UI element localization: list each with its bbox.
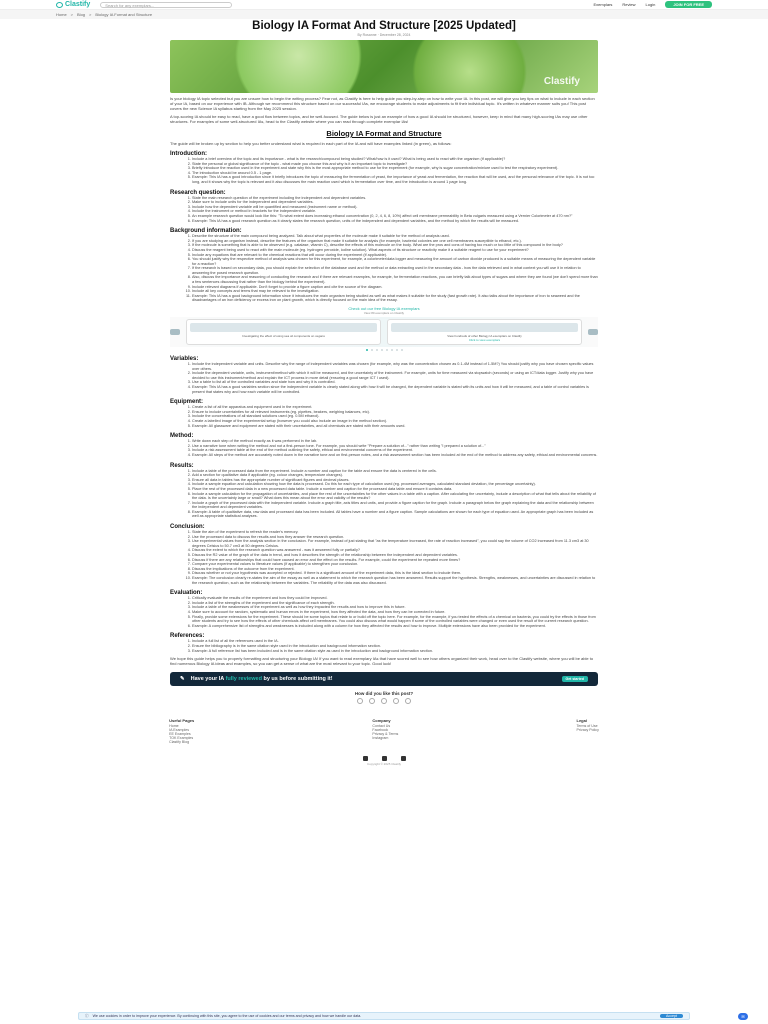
list-item: 6. Discuss if there are any relationships that could have caused an error and the effect on the results. For example, could the experiment be repeated more times? — [192, 558, 598, 563]
card-thumbnail — [391, 323, 578, 332]
section-list — [170, 196, 598, 224]
feedback-question: How did you like this post? — [354, 691, 414, 697]
list-item: 9. Discuss whether or not your hypothesis was accepted or rejected. If there is a significant amount of the experiment data, this is the ideal section to include them. — [192, 571, 598, 576]
list-item: 4. Example: All steps of the method are accurately noted down in the narrative tone and on first-person notes, and a risk assessment section has been included at the end of the method to address any safety, ethical and environmental concerns. — [192, 453, 598, 458]
card-thumbnail — [190, 323, 377, 332]
breadcrumb-separator: > — [89, 12, 92, 17]
list-item: 4. Example: This IA has a good variables section since the independent variable is clearly stated along with how it will be changed, the dependent variable is stated with its units and how it will be measured, and a table of control variables is present that states why and how each variable will be controlled. — [192, 385, 598, 394]
carousel-dot[interactable] — [396, 349, 398, 351]
list-item: 5. Finally, provide some extensions for the experiment. These should be some topics that relate to or build off the topic here. For example, for the example, if you tested the effects of a chemical on bacteria, you could try the effects in those from other students and try to see how the effects of other chemicals affect cell membranes. You could also discuss what would happen if some of the controlled variables were changed or even used the result of the current research question. — [192, 615, 598, 624]
banner-text: Have your IA fully reviewed by us before submitting it! — [190, 676, 333, 683]
section-list — [170, 405, 598, 428]
promo-sub: View 80 exemplars on Clastify — [363, 311, 405, 316]
section-heading: Evaluation: — [170, 590, 203, 597]
footer-link[interactable]: EE Examples — [169, 732, 191, 737]
section-heading: Research question: — [170, 189, 226, 196]
section-heading: References: — [170, 633, 205, 640]
breadcrumb-separator: > — [70, 12, 74, 17]
list-item: 3. If the molecule is something that is able to be observed (e.g. catalase, vitamin C), describe the effects of this molecule on the body. What are the pros and cons of having too much or too little of this compound in the body? — [192, 243, 598, 248]
list-item: 1. Include a full list of all the references used in the IA. — [192, 639, 598, 644]
list-item: 2. Make sure to include units for the independent and dependent variables. — [192, 200, 598, 205]
list-item: 3. Use a table to list all of the controlled variables and state how and why it is controlled. — [192, 380, 598, 385]
accept-cookies-button[interactable]: Accept — [660, 1014, 683, 1018]
carousel-dot[interactable] — [376, 349, 378, 351]
list-item: 1. Include the independent variable and units. Describe why the range of independent variables was chosen (for example, why was the concentration chosen as 0.1-4M instead of 1-5M?) You should justify why you have chosen specific values over others. — [192, 362, 598, 371]
nav-link-review[interactable]: Review — [622, 2, 636, 7]
section-heading: Introduction: — [170, 151, 207, 157]
footer-link[interactable]: Privacy Policy — [576, 728, 599, 733]
tiktok-icon[interactable] — [363, 756, 368, 761]
intro-paragraph: Is your biology IA topic selected but you are unsure how to begin the writing process? Fear not, as Clastify is here to help guide you step-by-step on how to write your IA. In this post, we will give you key tips on what to include in each section of your IA, based on our experience with IB. Although we recommend this structure based on our successful IAs, we encourage students to make adjustments to fit their individual topic. It's written in whatever manner suits you! This post covers the new Science IA syllabus starting from the May 2025 session. — [170, 96, 595, 111]
list-item: 5. Discuss the R2 value of the graph of the data in trend, and how it describes the strength of the relationship between the independent and dependent variables. — [192, 553, 598, 558]
byline: By Rosanne · December 28, 2024 — [357, 33, 411, 37]
list-item: 3. Ensure all data in tables has the appropriate number of significant figures and decimal places. — [192, 478, 598, 483]
list-item: 5. Example: This IA has a good introduction since it briefly introduces the topic of measuring the fermentation of yeast, the importance of yeast and fermentation, the reaction that will be used, and the personal relevance of the topic. It is not too long, and it shows why the topic is relevant and it also discusses the main reaction used which is fermentation over time, and the introduction is around 1 page long. — [192, 175, 598, 184]
copyright: Copyright © 2025 Clastify — [366, 762, 402, 767]
footer-link[interactable]: Facebook — [372, 728, 389, 733]
list-item: 8. Discuss the implications of the outcome from the experiment. — [192, 567, 598, 572]
list-item: 11. Example: This IA has a good background information since it introduces the main organism being studied as well as what makes it suitable for the study (fast growth rate). It also talks about the importance of iron to seaweed and the disadvantages of an iron deficiency or excess iron on plant growth, which is directly focused on the main idea of the essay. — [192, 294, 598, 303]
list-item: 4. Make sure to account for random, systematic and human errors in the experiment, how they affected the data, and how they can be corrected in future. — [192, 610, 598, 615]
section-list — [170, 530, 598, 585]
brand-name: Clastify — [65, 1, 91, 8]
section-heading: Results: — [170, 462, 194, 469]
footer-link[interactable]: TOK Examples — [169, 736, 194, 741]
footer — [0, 718, 768, 744]
nav-link-login[interactable]: Login — [645, 2, 656, 7]
rating-option[interactable] — [381, 698, 387, 704]
footer-column — [169, 718, 194, 744]
breadcrumb-home[interactable]: Home — [56, 12, 67, 17]
list-item: 5. Place the rest of the processed data in a new processed data table. Include a number and caption for the processed data table and ensure it contains data. — [192, 487, 598, 492]
list-item: 4. Discuss the reagent being used to react with the main molecule (eg. hydrogen peroxide, iodine solution). What aspects of its structure or reactivity make it a suitable reagent to use for your experiment? — [192, 248, 598, 253]
section-list — [170, 639, 598, 653]
list-item: 3. Include how the dependent variable will be quantified and measured (instrument name or method). — [192, 205, 598, 210]
footer-heading: Useful Pages — [169, 718, 195, 724]
list-item: 6. You should justify why the respective method of analysis was chosen for this experiment, for example, a colorimeter/data logger and measuring the amount of carbon dioxide produced is a suitable means of measuring the dependent variable for a reaction? — [192, 257, 598, 266]
section-title: Biology IA Format and Structure — [326, 129, 442, 138]
review-banner[interactable] — [170, 672, 598, 686]
carousel-dots — [170, 349, 598, 351]
list-item: 6. Example: A comprehensive list of strengths and weaknesses is included along with a column for how they affected the results and how to improve. Multiple extensions have also been provided for the experiment. — [192, 624, 598, 629]
breadcrumb-blog[interactable]: Blog — [77, 12, 86, 17]
carousel-prev-button[interactable] — [170, 329, 180, 335]
list-item: 5. Include any equations that are relevant to the chemical reactions that will occur during the experiment (if applicable). — [192, 253, 598, 258]
footer-heading: Legal — [576, 718, 587, 724]
rating-option[interactable] — [405, 698, 411, 704]
nav-link-exemplars[interactable]: Exemplars — [593, 2, 613, 7]
list-item: 5. Example: All glassware and equipment are stated with their uncertainties, and all chemicals are stated with their amounts used. — [192, 424, 598, 429]
list-item: 6. Example: This IA has a good research question as it clearly states the research question, units of the independent and dependent variables, and the method by which the results will be measured. — [192, 219, 598, 224]
exemplar-carousel — [170, 317, 598, 347]
exemplar-card-cta[interactable]: View hundreds of other Biology IA exemplars on Clastify Click to view exemplars — [387, 319, 582, 345]
article — [170, 20, 598, 704]
section-list — [170, 234, 598, 303]
list-item: 4. Discuss the extent to which the research question was answered - was it answered fully or partially? — [192, 548, 598, 553]
section-list — [170, 439, 598, 457]
list-item: 1. Describe the structure of the main compound being analyzed. Talk about what properties of the molecule make it suitable for the method of analysis used. — [192, 234, 598, 239]
list-item: 3. Briefly introduce the reaction used in the experiment and state why this is the most appropriate method to use for the experiment (for example, why is sugar concentration/mixture used to test the respiratory experiment). — [192, 166, 598, 171]
section-heading: Background information: — [170, 228, 242, 235]
list-item: 10. Example: The conclusion clearly re-states the aim of the essay as well as a statement to which the research question has been answered. Results support the hypothesis. Strengths, weaknesses, and uncertainties are discussed in relation to the research question, such as the relationship between the variables. The reliability of the data was also discussed. — [192, 576, 598, 585]
list-item: 1. State the main research question of the experiment including the independent and dependent variables. — [192, 196, 598, 201]
footer-link[interactable]: IA Examples — [169, 728, 190, 733]
intro-paragraph-2: A top-scoring IA should be easy to read, have a good flow between topics, and be well-focused. The guide below is just an example of how a good IA should be structured, however, keep in mind that many high-scoring IAs may use other structures. For examples of some well-structured IAs, head to the Clastify website where you can read through complete exemplar IAs! — [170, 114, 588, 124]
top-nav — [0, 0, 768, 10]
list-item: 3. Example: A full reference list has been included and is in the same citation style as used in the introduction and background information section. — [192, 649, 598, 654]
list-item: 2. Use a narrative tone when writing the method and not a first-person tone. For example, you should write "Prepare a solution of..." rather than writing "I prepared a solution of..." — [192, 444, 598, 449]
hero-watermark: Clastify — [543, 76, 580, 87]
carousel-dot[interactable] — [371, 349, 373, 351]
rating-option[interactable] — [393, 698, 399, 704]
list-item: 10. Include all key concepts and terms that may be relevant to the investigation. — [192, 289, 598, 294]
list-item: 1. Create a list of all the apparatus and equipment used in the experiment. — [192, 405, 598, 410]
list-item: 2. Ensure the bibliography is in the same citation style used in the introduction and background information section. — [192, 644, 598, 649]
list-item: 4. Create a labelled image of the experimental setup (however you could also include an image in the method section). — [192, 419, 598, 424]
list-item: 3. Use experimental values from the analysis section in the conclusion. For example, instead of just stating that "as the temperature increased, the rate of reaction increased", you could say the volume of CO2 increased from 11.3 cm3 at 30 degrees Celsius to 50.7 cm3 at 50 degrees Celsius. — [192, 539, 598, 548]
list-item: 5. An example research question would look like this: "To what extent does increasing ethanol concentration (0, 2, 4, 6, 8, 10%) affect cell membrane permeability in Beta vulgaris measured using a Vernier Colorimeter at 470 nm?" — [192, 214, 598, 219]
footer-heading: Company — [372, 718, 391, 724]
carousel-next-button[interactable] — [588, 329, 598, 335]
footer-column — [372, 718, 398, 744]
promo-heading[interactable]: Check out our free Biology IA exemplars View 80 exemplars on Clastify — [170, 306, 598, 315]
list-item: 1. Include a brief overview of the topic and its importance - what is the research/compound being studied? What/how is it used? What is being used to react with the organism (if applicable)? — [192, 157, 598, 162]
carousel-dot[interactable] — [386, 349, 388, 351]
list-item: 2. Use the processed data to discuss the results and how they answer the research question. — [192, 535, 598, 540]
section-list — [170, 469, 598, 520]
list-item: 1. Write down each step of the method exactly as it was performed in the lab. — [192, 439, 598, 444]
footer-column — [577, 718, 599, 744]
section-list — [170, 157, 598, 185]
footer-link[interactable]: Privacy & Terms — [372, 732, 399, 737]
search-input[interactable]: Search for any exemplars... — [100, 2, 232, 8]
carousel-dot[interactable] — [381, 349, 383, 351]
section-heading: Equipment: — [170, 399, 203, 406]
list-item: 6. Include a sample calculation for the propagation of uncertainties, and place the rest of the uncertainties for the other values in a table with a caption. After calculating the uncertainty, include a description of what that tells about the reliability of the data. Is the uncertainty large or small? What does this mean about the error and validity of the results? — [192, 492, 598, 501]
logo-icon — [56, 2, 63, 8]
closing-paragraph: We hope this guide helps you to properly formatting and structuring your Biology IA! If you want to read exemplary IAs that have scored well to see how others organized their work, head over to the Clastify website, where you will be able to find numerous Biology IA ideas and examples, so you can get a sense of what are the most relevant to your topic. Good luck! — [170, 656, 594, 667]
list-item: 8. Example: A table of qualitative data, raw data and processed data has been included. All tables have a number and a figure caption. Sample calculations are shown for each type of equation used. An appropriate graph has been included as well as appropriate statistical analyses. — [192, 510, 598, 519]
list-item: 3. Include a risk assessment table at the end of the method outlining the safety, ethical and environmental concerns of the experiment. — [192, 448, 598, 453]
footer-link[interactable]: Home — [169, 724, 179, 729]
breadcrumb — [0, 10, 768, 19]
list-item: 4. Include the instrument or method in brackets for the independent variable. — [192, 209, 598, 214]
footer-link[interactable]: Clastify Blog — [169, 740, 190, 745]
brand-logo[interactable] — [56, 1, 90, 8]
instagram-icon[interactable] — [401, 756, 406, 761]
list-item: 9. Include relevant diagrams if applicable. Don't forget to provide a figure caption and cite the source of the diagram. — [192, 285, 598, 290]
sections-container — [170, 151, 598, 653]
list-item: 2. State the personal or global significance of the topic - what made you choose this and why is it an important topic to investigate? — [192, 162, 598, 167]
footer-link[interactable]: Contact Us — [372, 724, 391, 729]
rating-option[interactable] — [369, 698, 375, 704]
carousel-dot[interactable] — [391, 349, 393, 351]
list-item: 3. Include the concentrations of all standard solutions used (eg. 0.5M ethanol). — [192, 414, 598, 419]
section-heading: Conclusion: — [170, 524, 205, 531]
list-item: 1. Critically evaluate the results of the experiment and how they could be improved. — [192, 596, 598, 601]
list-item: 2. Add a section for qualitative data if applicable (eg. colour changes, temperature changes). — [192, 473, 598, 478]
list-item: 4. The introduction should be around 0.5 - 1 page. — [192, 171, 598, 176]
banner-icon: ✎ — [180, 676, 185, 683]
join-button[interactable]: JOIN FOR FREE — [665, 1, 712, 8]
list-item: 7. If the research is based on secondary data, you should explain the selection of the database used and the method or data extracting used in the secondary data - how the data retrieved and in what context you will use it in relation to answering the posed research question. — [192, 266, 598, 275]
cookie-banner — [78, 1012, 690, 1020]
info-icon: ⓘ — [85, 1013, 89, 1018]
chat-icon[interactable]: ✉ — [738, 1013, 748, 1020]
breadcrumb-current: Biology IA Format and Structure — [95, 12, 153, 17]
cookie-text: We use cookies in order to improve your experience. By continuing with this site, you agree to the use of cookies and our terms and privacy and how we handle our data. — [92, 1014, 362, 1018]
list-item: 3. Include a table of the weaknesses of the experiment as well as how they impacted the results and how to improve this in future. — [192, 605, 598, 610]
section-intro: The guide will be broken up by section to help you better understand what is required in each part of the IA and will have examples linked (in green), as follows: — [170, 141, 452, 146]
list-item: 2. Include the dependent variable, units, instrument/method with which it will be measured, and the uncertainty of the instrument. For example, units for time measured via stopwatch (seconds) or using an ICT/data logger. Justify why you have decided to use this instrument/method and explain the ICT process in more detail (ensuring a good range ICT I used). — [192, 371, 598, 380]
social-links — [0, 756, 768, 761]
banner-button[interactable]: Get started — [562, 676, 588, 682]
footer-link[interactable]: Instagram — [372, 736, 389, 741]
section-heading: Method: — [170, 433, 194, 440]
list-item: 2. Include a list of the strengths of the experiment and the significance of each strength. — [192, 601, 598, 606]
list-item: 7. Compare your experimental values to literature values (if applicable) to strengthen your conclusion. — [192, 562, 598, 567]
list-item: 2. Ensure to include uncertainties for all relevant instruments (eg. pipettes, beakers, weighing balances, etc). — [192, 410, 598, 415]
list-item: 4. Include a sample equation and calculation showing how the data is processed. Do this for each type of calculation used (eg. processed averages, calculated standard deviation, the percentage uncertainty). — [192, 482, 598, 487]
list-item: 7. Include a graph of the processed data with the independent variable. Include a graph title, axis titles and units, and provide a figure caption for the graph. Include a paragraph below the graph explaining the data and the relationship between the independent and dependent variables. — [192, 501, 598, 510]
rating-options — [170, 698, 598, 704]
hero-image — [170, 40, 598, 93]
page-title: Biology IA Format And Structure [2025 Updated] — [252, 20, 516, 32]
carousel-dot[interactable] — [401, 349, 403, 351]
section-list — [170, 362, 598, 394]
carousel-dot[interactable] — [366, 349, 368, 351]
section-list — [170, 596, 598, 628]
footer-link[interactable]: Terms of Use — [576, 724, 598, 729]
exemplar-card[interactable]: Investigating the effect of using sea oil components on vegans — [186, 319, 381, 345]
list-item: 1. State the aim of the experiment to refresh the reader's memory. — [192, 530, 598, 535]
list-item: 1. Include a table of the processed data from the experiment. Include a number and caption for the table and ensure the data is centered in the cells. — [192, 469, 598, 474]
facebook-icon[interactable] — [382, 756, 387, 761]
list-item: 2. If you are studying an organism instead, describe the features of the organism that make it suitable for analysis (for example, bacterial colonies are one cell membranes susceptible to ethanol, etc.). — [192, 239, 598, 244]
rating-option[interactable] — [357, 698, 363, 704]
list-item: 8. Also, discuss the importance and reasoning of conducting the research and if there are relevant examples, for example, for fermentation reactions, you can briefly talk about types of sugars and where they are found (we don't spend more than a few sentences discussing that rather than the biology behind the experiment). — [192, 275, 598, 284]
section-heading: Variables: — [170, 356, 199, 363]
